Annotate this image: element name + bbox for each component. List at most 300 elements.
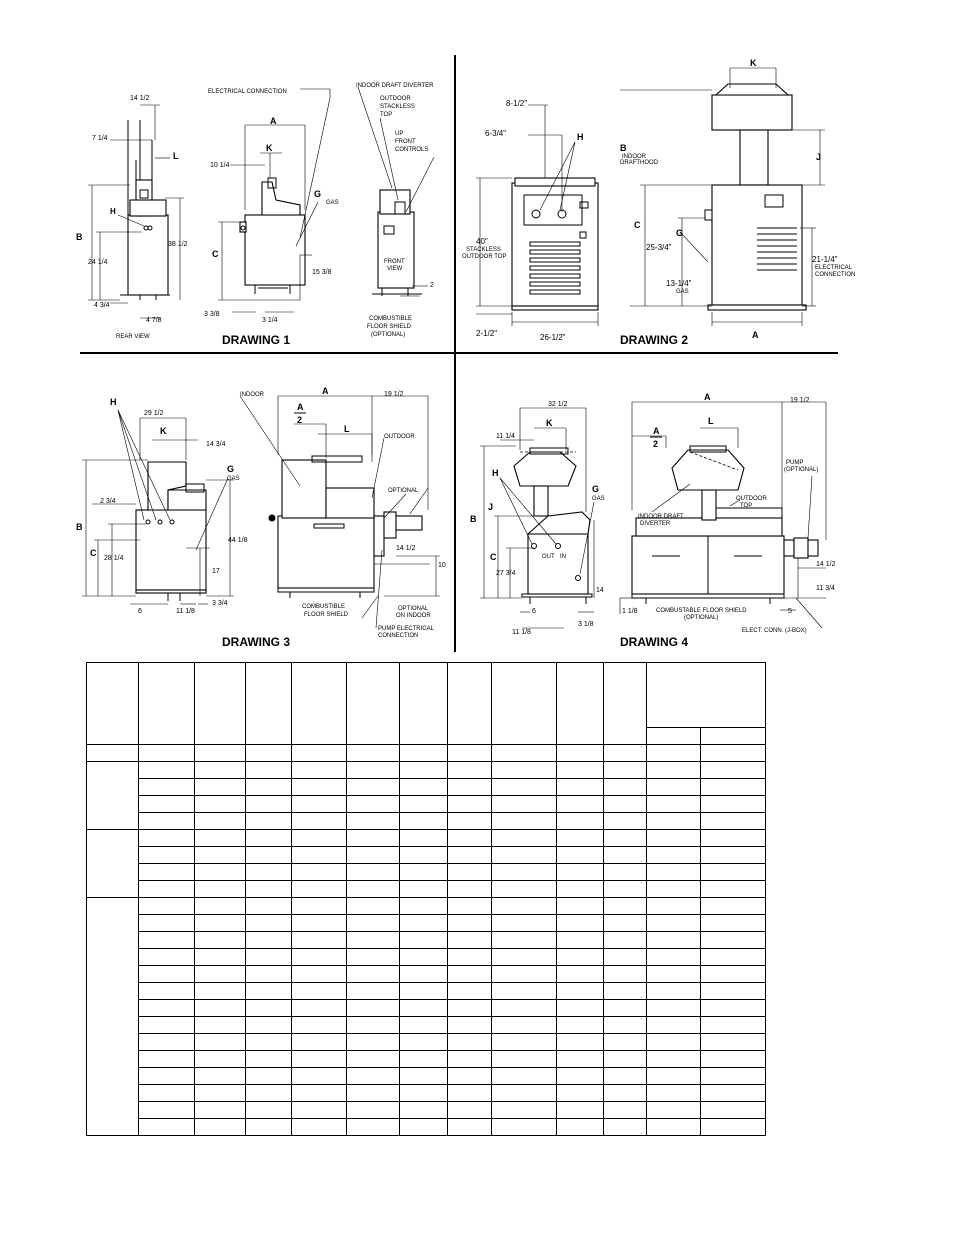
table-cell <box>347 1068 400 1085</box>
drawing-4-letter-c: C <box>490 552 497 562</box>
table-cell <box>492 949 557 966</box>
table-header-cell <box>87 663 139 745</box>
drawing-4-dim-5: 5 <box>788 608 792 615</box>
table-cell <box>195 813 246 830</box>
table-cell <box>195 864 246 881</box>
drawing-4-letter-j: J <box>488 502 494 512</box>
table-row <box>87 847 821 864</box>
table-cell <box>492 1051 557 1068</box>
table-cell <box>246 796 292 813</box>
table-cell <box>492 1119 557 1136</box>
drawing-4-pump-2: (OPTIONAL) <box>784 467 819 473</box>
table-cell <box>492 779 557 796</box>
drawing-3-front-view <box>240 396 440 628</box>
table-header-cell <box>347 663 400 745</box>
table-cell <box>492 881 557 898</box>
table-header-cell <box>139 663 195 745</box>
table-cell <box>492 762 557 779</box>
table-cell <box>246 864 292 881</box>
table-cell <box>292 745 347 762</box>
table-cell <box>347 830 400 847</box>
table-cell <box>139 881 195 898</box>
table-cell <box>400 745 448 762</box>
table-cell <box>448 1119 492 1136</box>
table-cell <box>701 762 766 779</box>
table-cell <box>701 864 766 881</box>
drawing-2-letter-k: K <box>750 58 757 68</box>
drawing-1-gas: GAS <box>326 200 339 206</box>
table-cell <box>701 813 766 830</box>
table-cell <box>246 881 292 898</box>
table-cell <box>647 796 701 813</box>
table-cell <box>647 915 701 932</box>
drawing-2-dim-26-1-2: 26-1/2" <box>540 333 566 342</box>
drawing-1-floor-shield-2: FLOOR SHIELD <box>367 324 412 330</box>
table-cell <box>246 779 292 796</box>
table-row <box>87 779 821 796</box>
drawing-2-dim-21-1-4: 21-1/4" <box>812 255 838 264</box>
table-cell <box>701 1102 766 1119</box>
table-cell <box>292 1017 347 1034</box>
table-cell <box>139 1017 195 1034</box>
drawing-3-dim-14-1-2: 14 1/2 <box>396 545 416 552</box>
table-cell <box>292 1034 347 1051</box>
table-row <box>87 813 821 830</box>
table-cell <box>139 847 195 864</box>
table-cell <box>557 847 604 864</box>
drawing-1-floor-shield-3: (OPTIONAL) <box>371 332 406 338</box>
drawing-4-dim-11-1-4: 11 1/4 <box>496 433 515 440</box>
table-cell <box>139 1000 195 1017</box>
table-row <box>87 1085 821 1102</box>
table-cell <box>701 983 766 1000</box>
table-cell <box>647 1102 701 1119</box>
drawing-2-dim-2-1-2: 2-1/2" <box>476 329 498 338</box>
drawing-3-optional-on-indoor-1: OPTIONAL <box>398 606 429 612</box>
table-cell <box>246 813 292 830</box>
table-cell <box>557 966 604 983</box>
table-cell <box>400 966 448 983</box>
table-cell <box>139 1119 195 1136</box>
table-cell <box>139 745 195 762</box>
table-cell <box>347 813 400 830</box>
table-cell <box>557 881 604 898</box>
drawing-1-dim-4-3-4: 4 3/4 <box>94 302 110 309</box>
drawing-4-dim-11-1-8: 11 1/8 <box>512 629 531 636</box>
table-cell <box>347 779 400 796</box>
table-cell <box>195 1017 246 1034</box>
table-cell <box>292 1068 347 1085</box>
table-cell <box>701 898 766 915</box>
table-cell <box>557 813 604 830</box>
table-cell <box>347 1085 400 1102</box>
drawing-3-letter-a: A <box>322 386 329 396</box>
table-header-cell <box>448 663 492 745</box>
drawing-4-in: IN <box>560 554 566 560</box>
table-cell <box>492 983 557 1000</box>
drawing-3-optional: OPTIONAL <box>388 488 419 494</box>
table-row <box>87 1017 821 1034</box>
table-cell <box>647 745 701 762</box>
table-cell <box>701 1017 766 1034</box>
table-cell <box>400 881 448 898</box>
table-cell <box>246 1085 292 1102</box>
table-cell <box>139 813 195 830</box>
table-cell <box>448 898 492 915</box>
drawing-1-title: DRAWING 1 <box>222 333 291 347</box>
drawing-3-letter-h: H <box>110 397 117 407</box>
drawing-2-elec-1: ELECTRICAL <box>815 265 853 271</box>
table-cell <box>492 1068 557 1085</box>
table-cell <box>347 1000 400 1017</box>
table-row <box>87 745 821 762</box>
table-cell <box>292 1051 347 1068</box>
drawing-4-title: DRAWING 4 <box>620 635 689 649</box>
table-cell <box>292 932 347 949</box>
table-cell <box>647 1000 701 1017</box>
drawing-4-diverter-1: INDOOR DRAFT <box>638 514 684 520</box>
table-row <box>87 762 821 779</box>
drawing-1-rear-view-label: REAR VIEW <box>116 334 150 340</box>
drawing-1-front-label: FRONT <box>395 139 416 145</box>
drawing-1-outdoor-label: OUTDOOR <box>380 96 411 102</box>
table-cell <box>292 813 347 830</box>
table-cell <box>647 983 701 1000</box>
table-cell <box>292 966 347 983</box>
drawing-3-indoor: INDOOR <box>240 392 264 398</box>
drawing-1-stackless-label: STACKLESS <box>380 104 415 110</box>
drawing-3-floor-shield-2: FLOOR SHIELD <box>304 612 349 618</box>
table-cell <box>647 813 701 830</box>
drawing-1-dim-15-3-8: 15 3/8 <box>312 269 332 276</box>
drawing-3-floor-shield-1: COMBUSTIBLE <box>302 604 346 610</box>
table-cell <box>292 779 347 796</box>
table-cell <box>604 1000 647 1017</box>
drawing-4-letter-k: K <box>546 418 553 428</box>
drawing-2-letter-j: J <box>816 152 822 162</box>
table-cell <box>246 983 292 1000</box>
table-cell <box>400 1017 448 1034</box>
drawing-4-letter-g: G <box>592 484 600 494</box>
drawing-1-letter-c: C <box>212 249 219 259</box>
drawing-3-dim-3-3-4: 3 3/4 <box>212 600 228 607</box>
table-cell <box>604 915 647 932</box>
table-cell <box>448 983 492 1000</box>
table-cell <box>448 1085 492 1102</box>
table-cell <box>557 898 604 915</box>
drawing-2-title: DRAWING 2 <box>620 333 689 347</box>
table-cell <box>604 864 647 881</box>
table-cell <box>400 1102 448 1119</box>
drawing-3-pump-elec-2: CONNECTION <box>378 633 419 639</box>
table-cell <box>246 966 292 983</box>
table-cell <box>604 779 647 796</box>
table-cell <box>448 1051 492 1068</box>
table-cell <box>492 1085 557 1102</box>
table-row <box>87 983 821 1000</box>
table-cell <box>400 762 448 779</box>
table-cell <box>604 898 647 915</box>
drawing-3-letter-g: G <box>227 464 235 474</box>
table-cell <box>448 762 492 779</box>
table-cell <box>701 796 766 813</box>
table-cell <box>557 1068 604 1085</box>
table-cell <box>647 762 701 779</box>
table-header-cell <box>604 663 647 745</box>
table-cell <box>400 830 448 847</box>
table-cell <box>195 915 246 932</box>
drawing-2-stackless-1: STACKLESS <box>466 247 501 253</box>
drawing-4-outdoor-top-1: OUTDOOR <box>736 496 767 502</box>
table-cell <box>492 745 557 762</box>
table-cell <box>139 932 195 949</box>
table-cell <box>701 1119 766 1136</box>
drawing-4-letter-l: L <box>708 416 714 426</box>
table-cell <box>139 1102 195 1119</box>
table-cell <box>195 932 246 949</box>
drawing-1-dim-2: 2 <box>430 282 434 289</box>
drawing-4-dim-6: 6 <box>532 608 536 615</box>
table-cell <box>195 830 246 847</box>
drawing-1-letter-b: B <box>76 232 83 242</box>
drawing-4-dim-14-1-2: 14 1/2 <box>816 561 836 568</box>
table-cell <box>647 779 701 796</box>
drawing-3-dim-17: 17 <box>212 568 220 575</box>
table-cell <box>292 762 347 779</box>
table-header-row <box>87 663 821 728</box>
table-cell <box>195 745 246 762</box>
drawing-1-dim-3-3-8: 3 3/8 <box>204 311 220 318</box>
drawing-4-dim-14: 14 <box>596 587 604 594</box>
table-cell <box>557 1000 604 1017</box>
table-cell <box>246 1051 292 1068</box>
drawing-4-outdoor-top-2: TOP <box>740 503 753 509</box>
table-cell <box>139 1034 195 1051</box>
drawing-1-letter-h: H <box>110 207 116 216</box>
table-cell <box>195 1119 246 1136</box>
table-cell <box>604 830 647 847</box>
table-cell <box>448 915 492 932</box>
drawing-3-dim-10: 10 <box>438 562 446 569</box>
table-cell <box>701 915 766 932</box>
table-cell <box>347 847 400 864</box>
table-cell <box>701 881 766 898</box>
table-cell <box>492 830 557 847</box>
table-cell <box>139 949 195 966</box>
table-cell <box>195 796 246 813</box>
drawing-3-dim-19-1-2: 19 1/2 <box>384 391 404 398</box>
table-header-cell <box>557 663 604 745</box>
drawing-1-dim-3-1-4: 3 1/4 <box>262 317 278 324</box>
drawing-4 <box>470 392 836 649</box>
table-cell <box>557 932 604 949</box>
table-row <box>87 1051 821 1068</box>
table-cell <box>292 1000 347 1017</box>
table-cell <box>557 1051 604 1068</box>
drawing-2-letter-g: G <box>676 228 684 238</box>
drawing-2 <box>462 58 855 347</box>
table-cell <box>701 1000 766 1017</box>
table-cell <box>292 1085 347 1102</box>
table-cell <box>139 796 195 813</box>
table-cell <box>492 813 557 830</box>
drawing-4-dim-27-3-4: 27 3/4 <box>496 570 516 577</box>
table-row <box>87 915 821 932</box>
table-row <box>87 864 821 881</box>
table-cell <box>246 1034 292 1051</box>
table-cell <box>246 830 292 847</box>
table-row <box>87 1068 821 1085</box>
table-cell <box>139 966 195 983</box>
drawing-2-letter-a: A <box>752 330 759 340</box>
table-cell <box>604 796 647 813</box>
table-cell <box>604 1017 647 1034</box>
table-cell <box>604 762 647 779</box>
table-cell <box>448 1068 492 1085</box>
dimensions-table-grid <box>86 662 821 1136</box>
table-cell <box>647 864 701 881</box>
drawing-3-title: DRAWING 3 <box>222 635 291 649</box>
drawing-3-a2-top: A <box>297 402 304 412</box>
table-cell <box>604 1034 647 1051</box>
drawing-1-floor-shield-1: COMBUSTIBLE <box>369 316 413 322</box>
drawing-1-front-view-label-2: VIEW <box>387 266 403 272</box>
drawing-1-dim-10-1-4: 10 1/4 <box>210 162 230 169</box>
drawing-4-letter-a: A <box>704 392 711 402</box>
drawing-3-letter-b: B <box>76 522 83 532</box>
drawing-1 <box>76 83 434 347</box>
table-cell <box>701 949 766 966</box>
table-cell <box>195 847 246 864</box>
table-cell <box>448 779 492 796</box>
drawing-4-floor-shield-1: COMBUSTABLE FLOOR SHIELD <box>656 608 747 614</box>
table-cell <box>347 864 400 881</box>
table-cell <box>557 915 604 932</box>
table-cell <box>246 847 292 864</box>
drawing-1-letter-a: A <box>270 116 277 126</box>
table-cell <box>701 1085 766 1102</box>
table-row <box>87 796 821 813</box>
table-cell <box>292 915 347 932</box>
drawing-3-dim-44-1-8: 44 1/8 <box>228 537 248 544</box>
table-cell <box>448 881 492 898</box>
table-cell <box>557 864 604 881</box>
drawing-1-front-view-label-1: FRONT <box>384 259 405 265</box>
table-cell <box>195 779 246 796</box>
drawing-4-diverter-2: DIVERTER <box>640 521 671 527</box>
table-cell <box>647 898 701 915</box>
table-cell <box>292 983 347 1000</box>
table-cell <box>604 932 647 949</box>
drawing-4-elect-conn: ELECT. CONN. (J-BOX) <box>742 628 807 634</box>
table-cell <box>557 796 604 813</box>
drawing-2-letter-c: C <box>634 220 641 230</box>
table-cell <box>347 932 400 949</box>
table-cell <box>604 949 647 966</box>
table-cell <box>195 1034 246 1051</box>
table-cell <box>195 1000 246 1017</box>
drawing-3-letter-c: C <box>90 548 97 558</box>
table-header-cell <box>492 663 557 745</box>
drawing-2-dim-13-1-4: 13-1/4" <box>666 279 692 288</box>
drawing-4-out: OUT <box>542 554 555 560</box>
table-cell <box>246 898 292 915</box>
table-cell <box>448 966 492 983</box>
table-cell <box>557 1017 604 1034</box>
drawing-4-dim-19-1-2: 19 1/2 <box>790 397 810 404</box>
table-cell <box>347 881 400 898</box>
drawing-1-indoor-draft-diverter: INDOOR DRAFT DIVERTER <box>356 83 434 89</box>
table-cell <box>492 796 557 813</box>
table-cell <box>347 983 400 1000</box>
table-cell <box>347 898 400 915</box>
table-cell <box>492 1102 557 1119</box>
table-cell <box>195 949 246 966</box>
table-cell <box>400 949 448 966</box>
table-cell <box>195 1085 246 1102</box>
drawing-1-controls-label: CONTROLS <box>395 147 429 153</box>
table-cell <box>246 949 292 966</box>
table-cell <box>292 881 347 898</box>
table-cell <box>604 745 647 762</box>
table-cell <box>701 1051 766 1068</box>
table-cell <box>647 1068 701 1085</box>
table-row <box>87 898 821 915</box>
table-header-cell <box>400 663 448 745</box>
drawing-1-up-label: UP <box>395 131 404 137</box>
table-cell <box>347 1017 400 1034</box>
table-cell <box>492 898 557 915</box>
table-cell <box>647 966 701 983</box>
table-cell <box>647 1051 701 1068</box>
table-cell <box>292 898 347 915</box>
table-cell <box>557 830 604 847</box>
drawing-3-a2-bottom: 2 <box>297 415 303 425</box>
table-row <box>87 1034 821 1051</box>
drawing-4-dim-3-1-8: 3 1/8 <box>578 621 594 628</box>
drawing-4-gas: GAS <box>592 496 605 502</box>
table-cell <box>195 898 246 915</box>
table-cell <box>139 915 195 932</box>
table-cell <box>400 983 448 1000</box>
drawing-2-dim-6-3-4: 6-3/4" <box>485 129 507 138</box>
drawing-2-stackless-2: OUTDOOR TOP <box>462 254 507 260</box>
table-cell <box>400 1034 448 1051</box>
table-cell <box>604 966 647 983</box>
table-cell <box>87 762 139 830</box>
table-cell <box>400 1085 448 1102</box>
table-cell <box>292 1119 347 1136</box>
table-cell <box>701 745 766 762</box>
dimensions-table <box>86 662 821 1136</box>
table-header-cell <box>292 663 347 745</box>
table-header-cell <box>246 663 292 745</box>
drawing-4-letter-h: H <box>492 468 499 478</box>
table-cell <box>701 1034 766 1051</box>
drawing-3-dim-14-3-4: 14 3/4 <box>206 441 226 448</box>
table-cell <box>139 830 195 847</box>
drawing-3-dim-6: 6 <box>138 608 142 615</box>
table-header-cell <box>195 663 246 745</box>
table-cell <box>246 1102 292 1119</box>
table-cell <box>448 1017 492 1034</box>
table-cell <box>604 813 647 830</box>
table-cell <box>139 1085 195 1102</box>
table-cell <box>557 949 604 966</box>
drawing-3-pump-elec-1: PUMP ELECTRICAL <box>378 626 434 632</box>
table-cell <box>647 1017 701 1034</box>
table-cell <box>246 1000 292 1017</box>
